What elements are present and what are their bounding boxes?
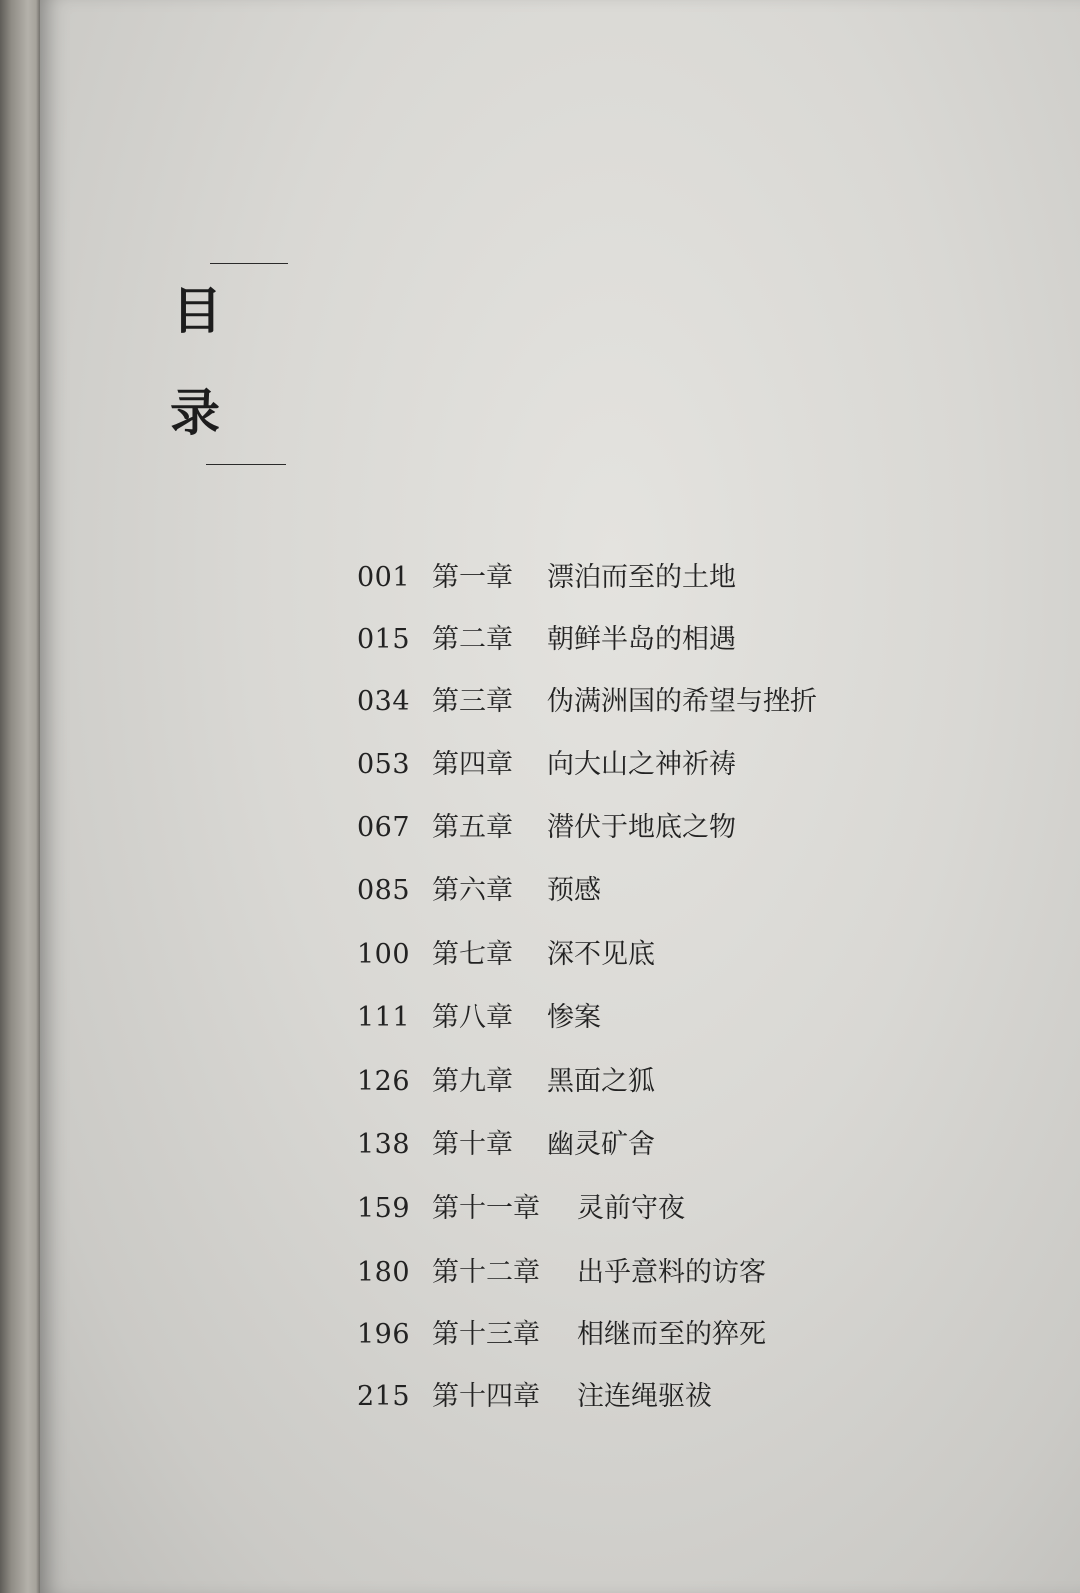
toc-chapter-title: 向大山之神祈祷 — [547, 749, 736, 780]
toc-page-number: 126 — [357, 1066, 411, 1097]
toc-chapter-title: 预感 — [547, 875, 601, 906]
toc-chapter-title: 黑面之狐 — [547, 1066, 655, 1097]
heading-top-rule — [210, 263, 288, 264]
toc-page-number: 215 — [357, 1381, 411, 1412]
toc-chapter-title: 伪满洲国的希望与挫折 — [547, 686, 817, 717]
book-page — [40, 0, 1080, 1593]
toc-chapter-title: 深不见底 — [547, 939, 655, 970]
toc-chapter-title: 潜伏于地底之物 — [547, 812, 736, 843]
toc-page-number: 034 — [357, 686, 411, 717]
toc-page-number: 001 — [357, 562, 411, 593]
toc-chapter-label: 第六章 — [432, 875, 513, 906]
toc-page-number: 085 — [357, 875, 411, 906]
toc-page-number: 067 — [357, 812, 411, 843]
toc-chapter-label: 第三章 — [432, 686, 513, 717]
toc-chapter-label: 第十二章 — [432, 1257, 540, 1288]
toc-page-number: 015 — [357, 624, 411, 655]
heading-bottom-rule — [206, 464, 286, 465]
toc-chapter-label: 第五章 — [432, 812, 513, 843]
toc-chapter-label: 第一章 — [432, 562, 513, 593]
toc-page-number: 053 — [357, 749, 411, 780]
heading-char-lu: 录 — [170, 384, 220, 442]
toc-chapter-title: 灵前守夜 — [577, 1193, 685, 1224]
toc-chapter-title: 惨案 — [547, 1002, 601, 1033]
toc-page-number: 196 — [357, 1319, 411, 1350]
toc-chapter-label: 第十四章 — [432, 1381, 540, 1412]
toc-chapter-label: 第十一章 — [432, 1193, 540, 1224]
toc-page-number: 180 — [357, 1257, 411, 1288]
toc-page-number: 100 — [357, 939, 411, 970]
heading-char-mu: 目 — [172, 282, 222, 340]
toc-chapter-title: 朝鲜半岛的相遇 — [547, 624, 736, 655]
toc-chapter-title: 漂泊而至的土地 — [547, 562, 736, 593]
toc-chapter-label: 第四章 — [432, 749, 513, 780]
toc-page-number: 138 — [357, 1129, 411, 1160]
toc-chapter-label: 第十章 — [432, 1129, 513, 1160]
toc-chapter-title: 相继而至的猝死 — [577, 1319, 766, 1350]
toc-chapter-label: 第八章 — [432, 1002, 513, 1033]
toc-chapter-label: 第二章 — [432, 624, 513, 655]
toc-chapter-label: 第九章 — [432, 1066, 513, 1097]
toc-chapter-title: 注连绳驱祓 — [577, 1381, 712, 1412]
toc-chapter-title: 出乎意料的访客 — [577, 1257, 766, 1288]
toc-page-number: 111 — [357, 1002, 411, 1033]
toc-chapter-title: 幽灵矿舍 — [547, 1129, 655, 1160]
toc-chapter-label: 第十三章 — [432, 1319, 540, 1350]
toc-page-number: 159 — [357, 1193, 411, 1224]
toc-chapter-label: 第七章 — [432, 939, 513, 970]
